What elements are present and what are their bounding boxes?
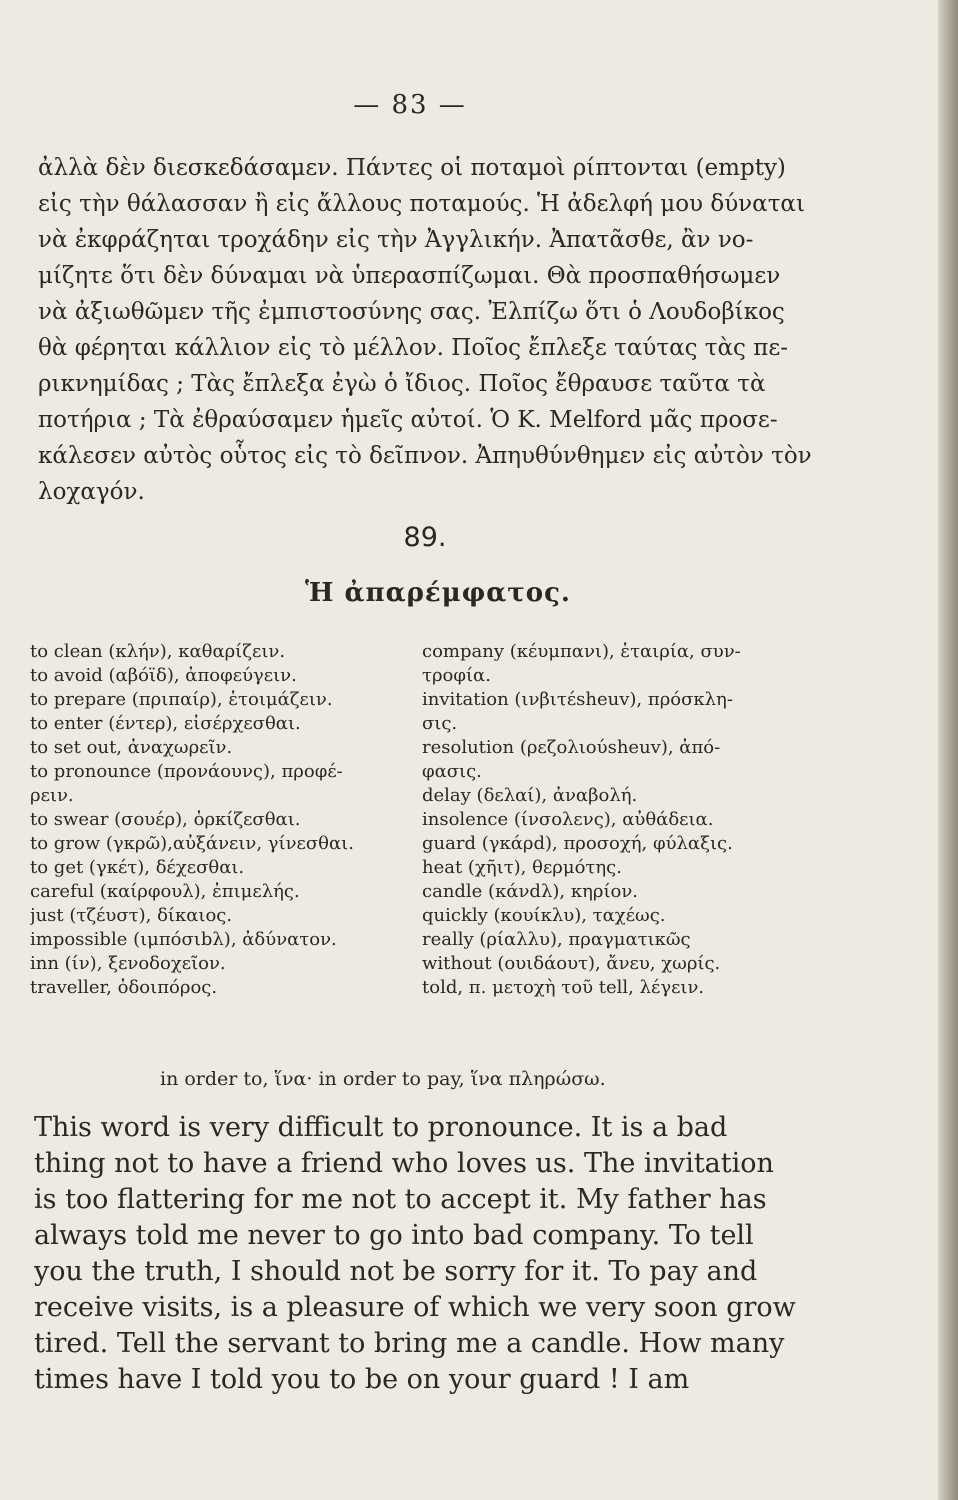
vocab-entry: resolution (ρεζολιούsheuv), ἀπό-	[422, 737, 721, 758]
greek-line: ποτήρια ; Τὰ ἐθραύσαμεν ἡμεῖς αὐτοί. Ὁ Κ. Melford μᾶς προσε-	[38, 407, 778, 433]
english-line: thing not to have a friend who loves us. The invitation	[34, 1148, 774, 1179]
vocab-entry: inn (ίν), ξενοδοχεῖον.	[30, 953, 226, 974]
vocab-entry: σις.	[422, 713, 458, 734]
english-line: tired. Tell the servant to bring me a candle. How many	[34, 1328, 785, 1359]
vocab-entry: insolence (ίνσολενς), αὐθάδεια.	[422, 809, 714, 830]
greek-line: νὰ ἀξιωθῶμεν τῆς ἐμπιστοσύνης σας. Ἐλπίζω ὅτι ὁ Λουδοβίκος	[38, 299, 785, 325]
vocab-entry: careful (καίρφουλ), ἐπιμελής.	[30, 881, 300, 902]
english-line: always told me never to go into bad company. To tell	[34, 1220, 754, 1251]
vocab-entry: invitation (ινβιτέsheuv), πρόσκλη-	[422, 689, 733, 710]
vocab-entry: traveller, ὁδοιπόρος.	[30, 977, 218, 998]
vocab-entry: to enter (έντερ), εἰσέρχεσθαι.	[30, 713, 301, 734]
vocab-entry: to avoid (αβόϊδ), ἀποφεύγειν.	[30, 665, 297, 686]
greek-line: εἰς τὴν θάλασσαν ἢ εἰς ἄλλους ποταμούς. Ἡ ἀδελφή μου δύναται	[38, 191, 805, 217]
vocab-entry: told, π. μετοχὴ τοῦ tell, λέγειν.	[422, 977, 705, 998]
vocab-entry: just (τζέυστ), δίκαιος.	[30, 905, 233, 926]
english-paragraph	[34, 1110, 824, 1398]
vocab-entry: to get (γκέτ), δέχεσθαι.	[30, 857, 245, 878]
greek-line: λοχαγόν.	[38, 479, 145, 505]
vocab-entry: really (ρίαλλυ), πραγματικῶς	[422, 929, 691, 950]
vocab-entry: quickly (κουίκλυ), ταχέως.	[422, 905, 666, 926]
greek-line: μίζητε ὅτι δὲν δύναμαι νὰ ὑπερασπίζωμαι. Θὰ προσπαθήσωμεν	[38, 263, 781, 289]
greek-line: κάλεσεν αὐτὸς οὗτος εἰς τὸ δεῖπνον. Ἀπηυθύνθημεν εἰς αὐτὸν τὸν	[38, 443, 812, 469]
footnote: in order to, ἵνα· in order to pay, ἵνα πληρώσω.	[160, 1068, 606, 1090]
vocab-entry: to swear (σουέρ), ὁρκίζεσθαι.	[30, 809, 301, 830]
greek-line: θὰ φέρηται κάλλιον εἰς τὸ μέλλον. Ποῖος ἔπλεξε ταύτας τὰς πε-	[38, 335, 789, 361]
vocabulary-right-column	[422, 640, 822, 1000]
vocab-entry: without (ουιδάουτ), ἄνευ, χωρίς.	[422, 953, 721, 974]
vocab-entry: candle (κάνdλ), κηρίον.	[422, 881, 638, 902]
greek-line: ρικνημίδας ; Τὰς ἔπλεξα ἐγὼ ὁ ἴδιος. Ποῖος ἔθραυσε ταῦτα τὰ	[38, 371, 766, 397]
greek-line: ἀλλὰ δὲν διεσκεδάσαμεν. Πάντες οἱ ποταμοὶ ρίπτονται (empty)	[38, 155, 786, 181]
vocab-entry: heat (χῆιτ), θερμότης.	[422, 857, 622, 878]
vocab-entry: guard (γκάρd), προσοχή, φύλαξις.	[422, 833, 733, 854]
english-line: you the truth, I should not be sorry for it. To pay and	[34, 1256, 758, 1287]
english-line: is too flattering for me not to accept it. My father has	[34, 1184, 767, 1215]
greek-line: νὰ ἐκφράζηται τροχάδην εἰς τὴν Ἀγγλικήν. Ἀπατᾶσθε, ἂν νο-	[38, 227, 754, 253]
vocab-entry: company (κέυμπανι), ἑταιρία, συν-	[422, 641, 741, 662]
vocab-entry: impossible (ιμπόσιbλ), ἀδύνατον.	[30, 929, 337, 950]
vocab-entry: to prepare (πριπαίρ), ἑτοιμάζειν.	[30, 689, 333, 710]
vocab-entry: φασις.	[422, 761, 482, 782]
vocabulary-left-column	[30, 640, 405, 1000]
english-line: times have I told you to be on your guard ! I am	[34, 1364, 690, 1395]
page-number: — 83 —	[353, 90, 467, 120]
vocab-entry: to pronounce (προνάουνς), προφέ-	[30, 761, 343, 782]
vocab-entry: τροφία.	[422, 665, 491, 686]
english-line: receive visits, is a pleasure of which we very soon grow	[34, 1292, 796, 1323]
exercise-title: Ἡ ἀπαρέμφατος.	[305, 578, 571, 608]
vocab-entry: to clean (κλήν), καθαρίζειν.	[30, 641, 286, 662]
greek-paragraph	[38, 150, 828, 510]
exercise-number: 89.	[403, 522, 447, 553]
english-line: This word is very difficult to pronounce. It is a bad	[34, 1112, 728, 1143]
book-spine-edge	[938, 0, 958, 1500]
vocab-entry: to set out, ἀναχωρεῖν.	[30, 737, 233, 758]
vocab-entry: to grow (γκρῶ),αὐξάνειν, γίνεσθαι.	[30, 833, 354, 854]
vocab-entry: delay (δελαί), ἀναβολή.	[422, 785, 638, 806]
vocab-entry: ρειν.	[30, 785, 74, 806]
